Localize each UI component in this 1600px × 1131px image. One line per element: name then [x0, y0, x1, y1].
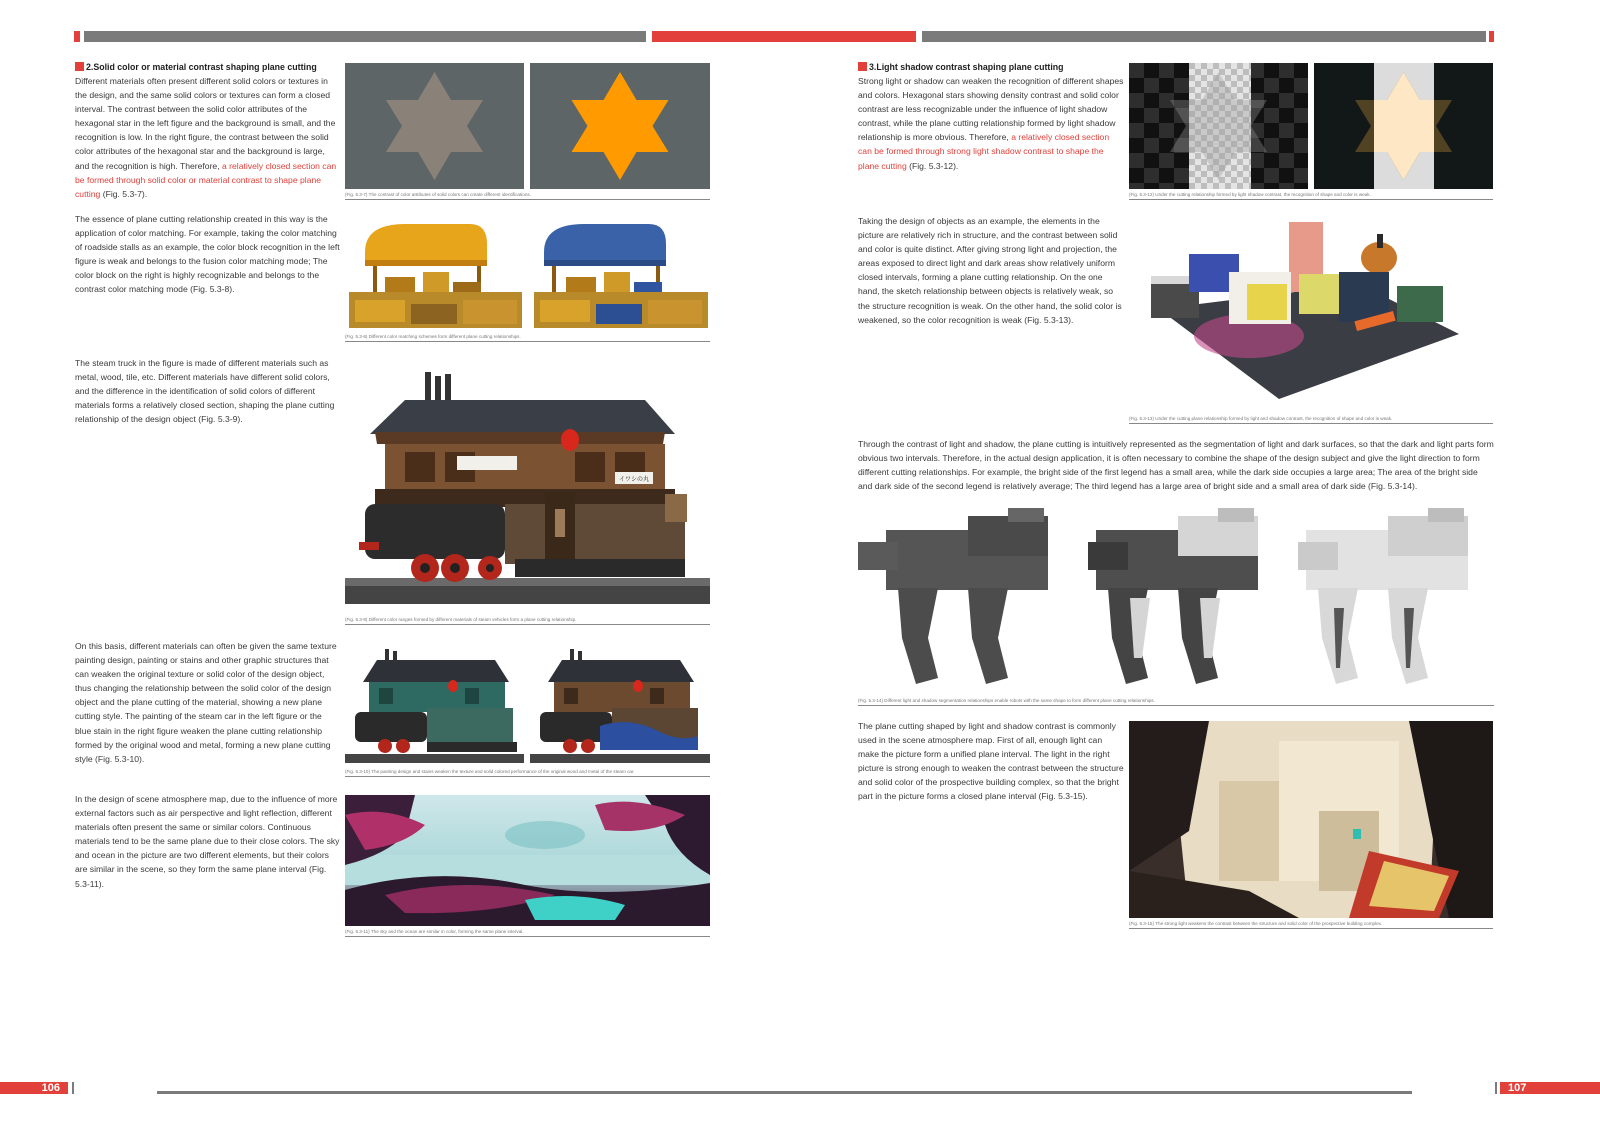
- fig-5-3-7-left-star: [345, 63, 524, 189]
- caption-5-3-7: (Fig. 5.3-7) The contrast of color attributes of solid colors can create different identifications.: [345, 191, 710, 200]
- hexagram-low-contrast: [386, 72, 483, 180]
- top-bar-center: [652, 31, 916, 42]
- top-left-accent: [74, 31, 80, 42]
- right-paragraph-1: Strong light or shadow can weaken the recognition of different shapes and colors. Hexagonal stars showing density contrast and solid color contrast are less recognizable under the influence of light shadow contrast, while the plane cutting relationship formed by light shadow relationship is more obvious. Therefore, a relatively closed section can be formed through strong light shadow contrast to shape the plane cutting (Fig. 5.3-12).: [858, 76, 1124, 171]
- fig-5-3-14-robots: [858, 508, 1494, 694]
- caption-5-3-13: (Fig. 5.3-13) Under the cutting plane relationship formed by light and shadow contrast, the recognition of shape and color is weak.: [1129, 415, 1493, 424]
- left-paragraph-3: The steam truck in the figure is made of different materials such as metal, wood, tile, etc. Different materials have different solid colors, and the difference in the identification of solid colors of different materials forms a relatively closed section, shaping the plane cutting relationship of the design object (Fig. 5.3-9).: [75, 358, 335, 425]
- footer-line: [157, 1091, 1412, 1094]
- page-number-right: 107: [1500, 1082, 1600, 1094]
- left-paragraph-1: Different materials often present different solid colors or textures in the design, and the same solid colors or textures can form a closed interval. The contrast between the solid color attributes of the hexagonal star in the left figure and the background is small, and the recognition is low. In the right figure, the contrast between the solid color attributes of the hexagonal star and the background is large, and the recognition is high. Therefore, a relatively closed section can be formed through solid color or material contrast to shape plane cutting (Fig. 5.3-7).: [75, 76, 337, 199]
- right-section-heading: 3.Light shadow contrast shaping plane cutting: [858, 61, 1124, 73]
- fig-5-3-9-steam-truck: [345, 364, 710, 604]
- fig-5-3-8-blue-stall: [530, 222, 710, 328]
- fig-5-3-12-solid-star: [1314, 63, 1493, 189]
- caption-5-3-12: (Fig. 5.3-12) Under the cutting relationship formed by light shadow contrast, the recognition of shape and color is weak.: [1129, 191, 1493, 200]
- fig-5-3-15-bright-scene: [1129, 721, 1493, 918]
- caption-5-3-14: (Fig. 5.3-14) Different light and shadow segmentation relationships enable robots with the same shape to form different plane cutting relationships.: [858, 697, 1494, 706]
- top-bar-left: [84, 31, 646, 42]
- hexagram-high-contrast: [572, 72, 669, 180]
- fig-5-3-13-objects-still-life: [1129, 214, 1493, 412]
- footer-right-tick: [1495, 1082, 1497, 1094]
- robot-light: [1298, 508, 1468, 684]
- left-paragraph-5: In the design of scene atmosphere map, due to the influence of more external factors such as air perspective and light reflection, different materials often present the same or similar colors. Continuous materials tend to be the same plane due to their close colors. The sky and ocean in the picture are two different elements, but their colors are similar in the scene, so they form the same plane interval (Fig. 5.3-11).: [75, 794, 340, 889]
- heading-marker: [858, 62, 867, 71]
- caption-5-3-10: (Fig. 5.3-10) The painting design and stains weaken the texture and solid colored performance of the original wood and metal of the steam car.: [345, 768, 710, 777]
- right-paragraph-4: The plane cutting shaped by light and shadow contrast is commonly used in the scene atmosphere map. First of all, enough light can make the picture form a unified plane interval. The light in the right picture is strong enough to weaken the contrast between the structure and solid color of the prospective building complex, so that the bright part in the picture forms a closed plane interval (Fig. 5.3-15).: [858, 721, 1124, 802]
- fig-5-3-12-checker-star: [1129, 63, 1308, 189]
- robot-medium: [1088, 508, 1258, 684]
- caption-5-3-8: (Fig. 5.3-8) Different color matching schemes form different plane cutting relationships.: [345, 333, 710, 342]
- caption-5-3-15: (Fig. 5.3-15) The strong light weakens the contrast between the structure and solid color of the prospective building complex.: [1129, 920, 1493, 929]
- fig-5-3-7-right-star: [530, 63, 710, 189]
- top-right-accent: [1489, 31, 1494, 42]
- truck-sign-text: イワシの丸: [618, 476, 650, 483]
- top-bar-right: [922, 31, 1486, 42]
- left-paragraph-2: The essence of plane cutting relationship created in this way is the application of color matching. For example, taking the color matching of roadside stalls as an example, the color block recognition in the left figure is weak and belongs to the fusion color matching mode; The color block on the right is highly recognizable and belongs to the contrast color matching mode (Fig. 5.3-8).: [75, 214, 340, 295]
- left-section-heading: 2.Solid color or material contrast shaping plane cutting: [75, 61, 340, 73]
- caption-5-3-11: (Fig. 5.3-11) The sky and the ocean are similar in color, forming the same plane interval.: [345, 928, 710, 937]
- fig-5-3-8-yellow-stall: [345, 222, 524, 328]
- robot-dark: [858, 508, 1048, 684]
- page-number-left: 106: [0, 1082, 68, 1094]
- fig-5-3-10-painted-truck: [345, 646, 524, 763]
- footer-left-tick: [72, 1082, 74, 1094]
- fig-5-3-11-scene-atmosphere: [345, 795, 710, 926]
- right-paragraph-3: Through the contrast of light and shadow, the plane cutting is intuitively represented as the segmentation of light and dark surfaces, so that the dark and light parts form obvious two intervals. Therefore, in the actual design application, it is often necessary to combine the shape of the design subject and give the light direction to form different cutting relationships. For example, the bright side of the first legend has a small area, while the dark side occupies a large area; The area of the bright side and dark side of the second legend is relatively average; The third legend has a large area of bright side and a small area of dark side (Fig. 5.3-14).: [858, 439, 1494, 492]
- right-paragraph-2: Taking the design of objects as an example, the elements in the picture are relatively rich in structure, and the contrast between solid and color is quite distinct. After giving strong light and projection, the areas exposed to direct light and dark areas show relatively uniform closed intervals, forming a plane cutting relationship. On the one hand, the sketch relationship between objects is relatively weak, so the structure recognition is weak. On the other hand, the solid color is weakened, so the color recognition is weak (Fig. 5.3-13).: [858, 216, 1122, 325]
- heading-marker: [75, 62, 84, 71]
- fig-5-3-10-stained-truck: [530, 646, 710, 763]
- left-paragraph-4: On this basis, different materials can often be given the same texture painting design, painting or stains and other graphic structures that can weaken the original texture or solid color of the design object, thus changing the relationship between the solid color of the design object and the plane cutting of the material, showing a new plane cutting style. The painting of the steam car in the left figure or the blue stain in the right figure weaken the plane cutting relationship formed by the original wood and metal, forming a new plane cutting style (Fig. 5.3-10).: [75, 641, 337, 764]
- caption-5-3-9: (Fig. 5.3-9) Different color ranges formed by different materials of steam vehicles form a plane cutting relationship.: [345, 616, 710, 625]
